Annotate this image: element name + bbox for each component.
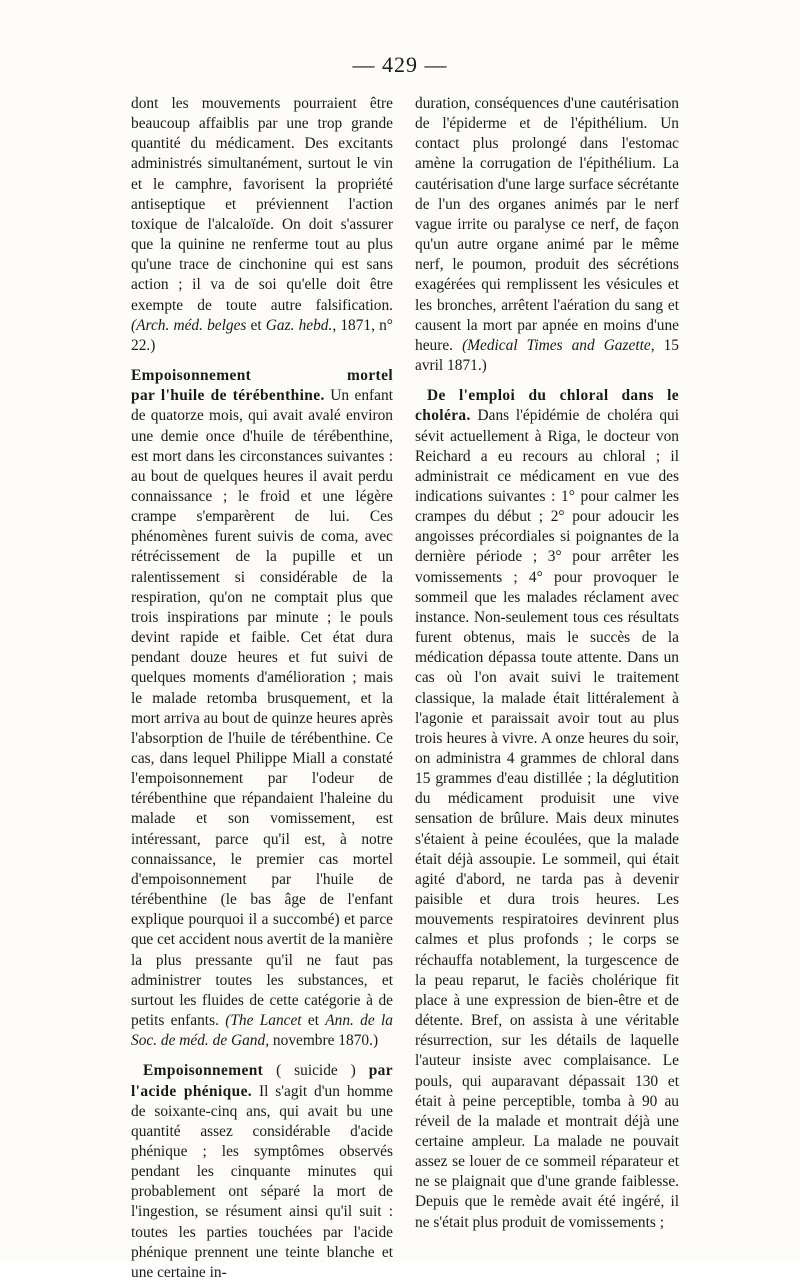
section-body [131, 1061, 393, 1283]
heading-qualifier: ( suicide ) [276, 1062, 356, 1080]
section-body [415, 386, 679, 1233]
heading-text: Empoisonnement [143, 1062, 264, 1080]
right-column [415, 94, 679, 1233]
citation: (The Lancet [225, 1012, 302, 1030]
section-gap [415, 376, 679, 386]
heading-text: par l'acide phénique. [131, 1062, 393, 1100]
section-body [131, 386, 393, 1051]
citation-conjunction: et [250, 316, 262, 334]
citation: Ann. de la Soc. de méd. de Gand, [131, 1012, 393, 1050]
heading-text: par l'huile de térébenthine. [131, 387, 325, 405]
paragraph-text: dont les mouvements pourraient être beaucoup affaiblis par une trop grande quantité du médicament. Des excitants administrés simultanément, surtout le vin et le camphre, favorisent la propriété antiseptique et préviennent l'action toxique de l'alcaloïde. On doit s'assurer que la quinine ne renferme tout au plus qu'une trace de cinchonine qui est sans action ; il va de soi qu'elle doit être exempte de toute autre falsification. [131, 95, 393, 314]
citation-conjunction: et [307, 1012, 319, 1030]
citation: (Arch. méd. belges [131, 316, 247, 334]
section-gap [131, 356, 393, 366]
paragraph-text: duration, conséquences d'une cautérisation de l'épiderme et de l'épithélium. Un contact plus prolongé dans l'estomac amène la corrugation de l'épithélium. La cautérisation d'une large surface sécrétante de l'un des organes animés par le nerf vague irrite ou paralyse ce nerf, de façon qu'un autre organe animé par le même nerf, le poumon, produit des sécrétions exagérées qui remplissent les vésicules et les bronches, arrêtent l'aération du sang et causent la mort par apnée en moins d'une heure. [415, 95, 679, 354]
citation-date: novembre 1870.) [272, 1032, 379, 1050]
page-number: — 429 — [352, 52, 448, 77]
citation: (Medical Times and Gazette, [462, 336, 655, 354]
paragraph-text: Il s'agit d'un homme de soixante-cinq ans, qui avait bu une quantité assez considérable d'acide phénique ; les symptômes observés pendant les cinquante minutes qui probablement ont séparé la mort de l'ingestion, se résument ainsi qu'il suit : toutes les parties touchées par l'acide phénique prennent une teinte blanche et une certaine in- [131, 1082, 393, 1281]
paragraph-text: Un enfant de quatorze mois, qui avait avalé environ une demie once d'huile de térébenthine, est mort dans les circonstances suivantes : au bout de quelques heures il avait perdu connaissance ; le froid et une légère crampe s'emparèrent de lui. Ces phénomènes furent suivis de coma, avec rétrécissement de la pupille et un ralentissement si considérable de la respiration, qu'on ne comptait plus que trois inspirations par minute ; le pouls devint rapide et faible. Cet état dura pendant douze heures et fut suivi de quelques moments d'amélioration ; mais le malade retomba brusquement, et la mort arriva au bout de quinze heures après l'absorption de l'huile de térébenthine. Ce cas, dans lequel Philippe Miall a constaté l'empoisonnement par l'odeur de térébenthine que répandaient l'haleine du malade et son vomissement, est intéressant, parce qu'il est, à notre connaissance, le premier cas mortel d'empoisonnement par l'huile de térébenthine (le bas âge de l'enfant explique pourquoi il a succombé) et parce que cet accident nous avertit de la manière la plus pressante qu'il ne faut pas administrer toutes les substances, et surtout les fluides de cette catégorie à de petits enfants. [131, 387, 393, 1030]
heading-text: Empoisonnement mortel [131, 367, 393, 385]
paragraph [415, 94, 679, 376]
paragraph-text: Dans l'épidémie de choléra qui sévit actuellement à Riga, le docteur von Reichard a eu recours au chloral ; il administrait ce médicament en vue des indications suivantes : 1° pour calmer les crampes du début ; 2° pour adoucir les angoisses précordiales si poignantes de la dernière période ; 3° pour arrêter les vomissements ; 4° pour provoquer le sommeil que les malades réclament avec instance. Non-seulement tous ces résultats furent obtenus, mais le succès de la médication dépassa toute attente. Dans un cas où l'on avait suivi le traitement classique, la malade était littéralement à l'agonie et paraissait avoir tout au plus trois heures à vivre. A onze heures du soir, on administra 4 grammes de chloral dans 15 grammes d'eau distillée ; la déglutition du médicament produisit une vive sensation de brûlure. Mais deux minutes s'étaient à peine écoulées, que la malade était déjà assoupie. Le sommeil, qui était agité d'abord, ne tarda pas à devenir paisible et dura trois heures. Les mouvements respiratoires devinrent plus calmes et plus profonds ; le corps se réchauffa notablement, la turgescence de la peau reparut, le faciès cholérique fit place à une expression de bien-être et de détente. Bref, on assista à une véritable résurrection, sur les détails de laquelle l'auteur insiste avec complaisance. Le pouls, qui auparavant dépassait 130 et était à peine perceptible, tomba à 90 au réveil de la malade et montrait déjà une certaine ampleur. La malade ne pouvait assez se louer de ce sommeil réparateur et ne se plaignait que d'une grande faiblesse. Depuis que le remède avait été ingéré, il ne s'était plus produit de vomissements ; [415, 407, 679, 1231]
citation: Gaz. hebd. [265, 316, 333, 334]
paragraph [131, 94, 393, 356]
section-heading [131, 366, 393, 386]
citation-number: , 1871, n° 22.) [131, 316, 393, 354]
heading-text: De l'emploi du chloral [427, 387, 609, 405]
section-gap [131, 1051, 393, 1061]
citation-date: 15 avril 1871.) [415, 336, 679, 375]
heading-text: dans le choléra. [415, 387, 679, 425]
left-column [131, 94, 393, 1283]
